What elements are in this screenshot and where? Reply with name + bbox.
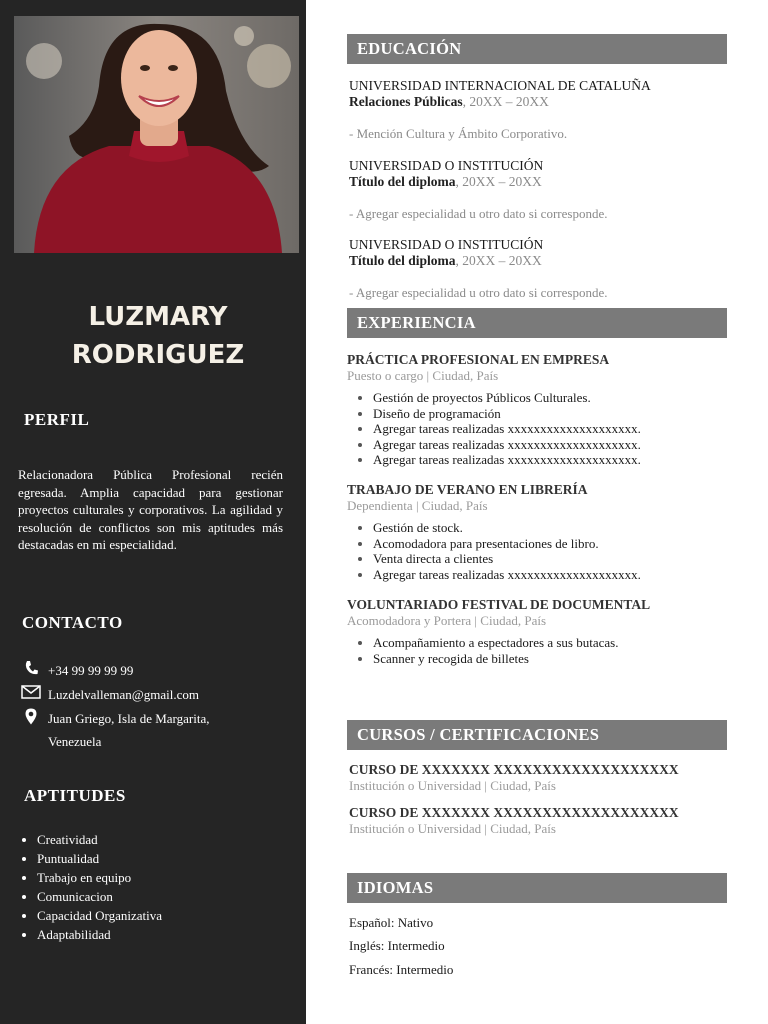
language-item: Español: Nativo — [349, 915, 434, 930]
education-institution: UNIVERSIDAD INTERNACIONAL DE CATALUÑA — [349, 78, 651, 93]
task-item: • Gestión de stock. — [373, 520, 727, 536]
profile-photo — [14, 16, 299, 253]
address-line2: Venezuela — [48, 734, 102, 749]
job-title: PRÁCTICA PROFESIONAL EN EMPRESA — [347, 352, 610, 367]
experience-heading: EXPERIENCIA — [347, 308, 727, 338]
education-degree-line — [349, 253, 729, 269]
education-note: - Agregar especialidad u otro dato si corresponde. — [349, 206, 608, 221]
task-item: • Gestión de proyectos Públicos Culturales. — [373, 390, 727, 406]
course-entry — [349, 762, 729, 794]
job-tasks — [347, 520, 727, 582]
course-title: CURSO DE XXXXXXX XXXXXXXXXXXXXXXXXXX — [349, 805, 679, 820]
job-tasks — [347, 390, 727, 468]
task-item: • Acomodadora para presentaciones de libro. — [373, 536, 727, 552]
contact-heading: CONTACTO — [22, 613, 123, 632]
skill-item: • Trabajo en equipo — [37, 868, 162, 887]
contact-phone — [20, 659, 290, 682]
education-institution: UNIVERSIDAD O INSTITUCIÓN — [349, 237, 544, 252]
task-item: • Acompañamiento a espectadores a sus butacas. — [373, 635, 727, 651]
address-line1: Juan Griego, Isla de Margarita, — [48, 711, 210, 726]
contact-email — [20, 683, 290, 706]
education-degree-line — [349, 174, 729, 190]
job-subtitle: Dependienta | Ciudad, País — [347, 498, 488, 513]
location-pin-icon — [20, 707, 42, 725]
job-entry — [347, 597, 727, 666]
course-subtitle: Institución o Universidad | Ciudad, País — [349, 778, 556, 793]
education-degree: Relaciones Públicas — [349, 94, 463, 109]
contact-address — [20, 707, 290, 753]
email-address: Luzdelvalleman@gmail.com — [48, 687, 199, 702]
education-entry — [349, 158, 729, 222]
education-degree: Título del diploma — [349, 253, 456, 268]
courses-heading: CURSOS / CERTIFICACIONES — [347, 720, 727, 750]
education-degree: Título del diploma — [349, 174, 456, 189]
education-note: - Agregar especialidad u otro dato si corresponde. — [349, 285, 608, 300]
job-entry — [347, 482, 727, 582]
skill-item: • Creatividad — [37, 830, 162, 849]
skills-list — [18, 830, 162, 944]
skill-item: • Comunicacion — [37, 887, 162, 906]
name-first: LUZMARY — [88, 302, 228, 332]
envelope-icon — [20, 683, 42, 701]
profile-heading: PERFIL — [24, 410, 90, 429]
education-degree-line — [349, 94, 729, 110]
course-entry — [349, 805, 729, 837]
task-item: • Agregar tareas realizadas xxxxxxxxxxxxxxxxxxxx. — [373, 452, 727, 468]
education-dates: , 20XX – 20XX — [462, 94, 549, 109]
education-entry — [349, 237, 729, 301]
education-heading: EDUCACIÓN — [347, 34, 727, 64]
name-last: RODRIGUEZ — [71, 340, 245, 370]
job-entry — [347, 352, 727, 468]
task-item: • Venta directa a clientes — [373, 551, 727, 567]
language-item: Inglés: Intermedio — [349, 938, 445, 953]
phone-number: +34 99 99 99 99 — [48, 663, 134, 678]
task-item: • Agregar tareas realizadas xxxxxxxxxxxxxxxxxxxx. — [373, 421, 727, 437]
course-subtitle: Institución o Universidad | Ciudad, País — [349, 821, 556, 836]
languages-heading: IDIOMAS — [347, 873, 727, 903]
candidate-name — [10, 298, 306, 374]
phone-icon — [20, 659, 42, 677]
job-tasks — [347, 635, 727, 666]
education-institution: UNIVERSIDAD O INSTITUCIÓN — [349, 158, 544, 173]
course-title: CURSO DE XXXXXXX XXXXXXXXXXXXXXXXXXX — [349, 762, 679, 777]
education-note: - Mención Cultura y Ámbito Corporativo. — [349, 126, 568, 141]
task-item: • Scanner y recogida de billetes — [373, 651, 727, 667]
education-entry — [349, 78, 729, 142]
sidebar — [0, 0, 306, 1024]
task-item: • Diseño de programación — [373, 406, 727, 422]
skill-item: • Capacidad Organizativa — [37, 906, 162, 925]
address-text — [48, 707, 209, 753]
job-subtitle: Puesto o cargo | Ciudad, País — [347, 368, 499, 383]
skills-heading: APTITUDES — [24, 786, 126, 805]
education-dates: , 20XX – 20XX — [455, 253, 542, 268]
task-item: • Agregar tareas realizadas xxxxxxxxxxxxxxxxxxxx. — [373, 567, 727, 583]
job-title: VOLUNTARIADO FESTIVAL DE DOCUMENTAL — [347, 597, 651, 612]
profile-text: Relacionadora Pública Profesional recién egresada. Amplia capacidad para gestionar proyectos culturales y corporativos. La agilidad y resolución de conflictos son mis aptitudes más destacadas en mi especialidad. — [18, 467, 283, 552]
skill-item: • Adaptabilidad — [37, 925, 162, 944]
skill-item: • Puntualidad — [37, 849, 162, 868]
task-item: • Agregar tareas realizadas xxxxxxxxxxxxxxxxxxxx. — [373, 437, 727, 453]
education-dates: , 20XX – 20XX — [455, 174, 542, 189]
language-item: Francés: Intermedio — [349, 962, 454, 977]
job-title: TRABAJO DE VERANO EN LIBRERÍA — [347, 482, 588, 497]
job-subtitle: Acomodadora y Portera | Ciudad, País — [347, 613, 547, 628]
